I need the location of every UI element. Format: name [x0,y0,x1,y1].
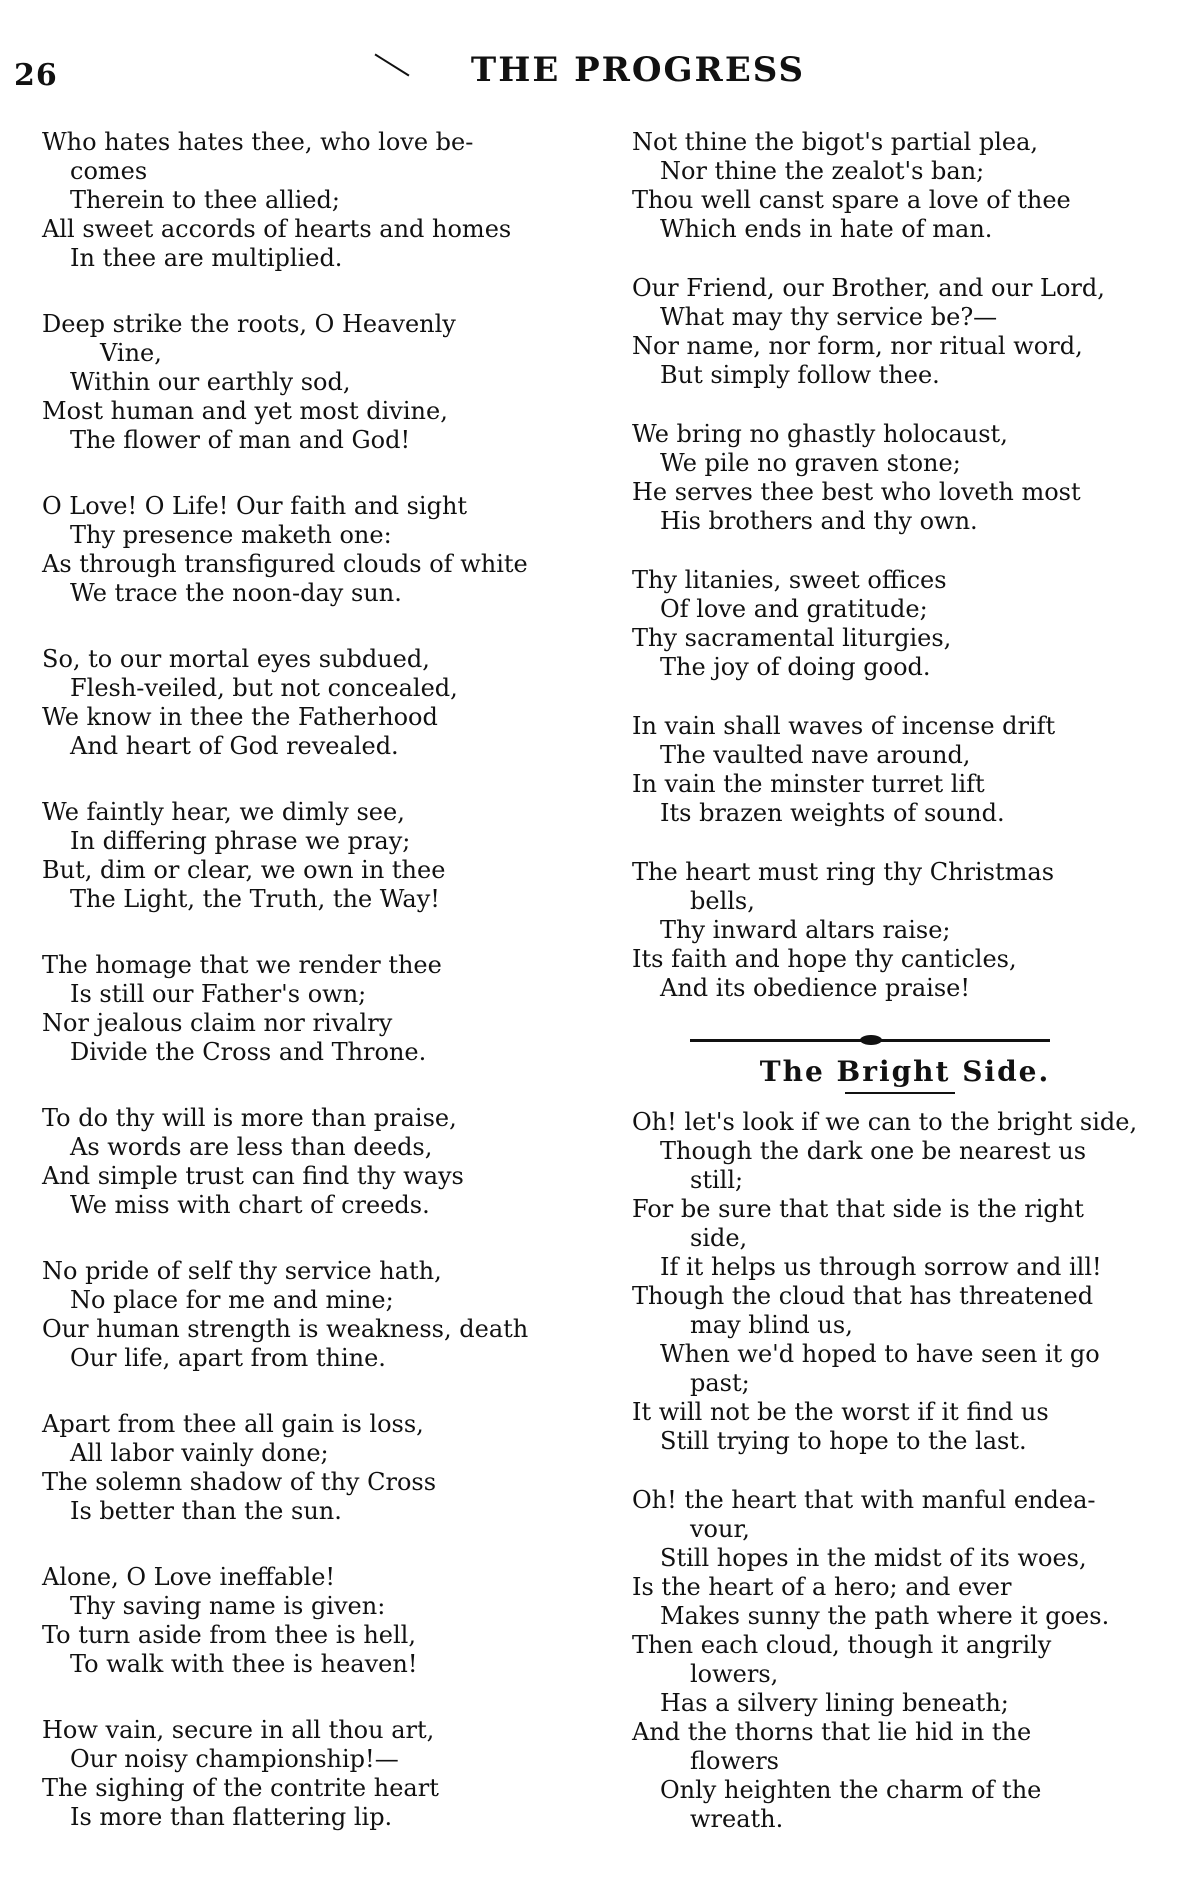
verse-line: When we'd hoped to have seen it go [660,1340,1100,1368]
verse-line: We bring no ghastly holocaust, [632,420,1008,448]
stanza [30,1104,585,1220]
verse-line: Our Friend, our Brother, and our Lord, [632,274,1105,302]
verse-line: We miss with chart of creeds. [70,1191,430,1219]
verse-line: And the thorns that lie hid in the [632,1718,1032,1746]
verse-line: side, [690,1224,748,1252]
verse-line: Thy litanies, sweet offices [632,566,947,594]
verse-line: Its brazen weights of sound. [660,799,1005,827]
verse-line: All sweet accords of hearts and homes [42,215,512,243]
verse-line: Our human strength is weakness, death [42,1315,529,1343]
verse-line: The vaulted nave around, [660,741,971,769]
stanza [30,492,585,608]
page-number: 26 [14,58,58,93]
stanza [620,1108,1180,1456]
running-title [0,50,1186,90]
verse-line: The sighing of the contrite heart [42,1774,439,1802]
verse-line: It will not be the worst if it find us [632,1398,1049,1426]
verse-line: The heart must ring thy Christmas [632,858,1055,886]
verse-line: But, dim or clear, we own in thee [42,856,446,884]
verse-line: Who hates hates thee, who love be- [42,128,474,156]
verse-line: Its faith and hope thy canticles, [632,945,1017,973]
verse-line: To do thy will is more than praise, [42,1104,457,1132]
verse-line: Alone, O Love ineffable! [42,1563,336,1591]
verse-line: To turn aside from thee is hell, [42,1621,416,1649]
verse-line: And its obedience praise! [660,974,971,1002]
stanza [620,1486,1180,1834]
verse-line: Our life, apart from thine. [70,1344,386,1372]
verse-line: The joy of doing good. [660,653,931,681]
stanza [620,128,1180,244]
verse-line: To walk with thee is heaven! [70,1650,418,1678]
stanza [30,1716,585,1832]
verse-line: In vain the minster turret lift [632,770,985,798]
verse-line: Is the heart of a hero; and ever [632,1573,1012,1601]
verse-line: Is more than flattering lip. [70,1803,393,1831]
verse-line: As words are less than deeds, [70,1133,433,1161]
verse-line: Apart from thee all gain is loss, [42,1410,424,1438]
stanza [30,798,585,914]
verse-line: Only heighten the charm of the [660,1776,1042,1804]
verse-line: If it helps us through sorrow and ill! [660,1253,1102,1281]
verse-line: Thy inward altars raise; [660,916,951,944]
verse-line: All labor vainly done; [70,1439,329,1467]
verse-line: wreath. [690,1805,784,1833]
verse-line: Of love and gratitude; [660,595,928,623]
right-column [620,128,1180,1864]
verse-line: lowers, [690,1660,779,1688]
verse-line: Then each cloud, though it angrily [632,1631,1052,1659]
verse-line: flowers [690,1747,779,1775]
verse-line: Still hopes in the midst of its woes, [660,1544,1087,1572]
stanza [30,1563,585,1679]
verse-line: The flower of man and God! [70,426,411,454]
verse-line: Makes sunny the path where it goes. [660,1602,1110,1630]
verse-line: vour, [690,1515,750,1543]
bright-side-poem [620,1108,1180,1834]
verse-line: Our noisy championship!— [70,1745,399,1773]
verse-line: His brothers and thy own. [660,507,978,535]
divider-knot [860,1035,882,1045]
right-column-poem-continuation [620,128,1180,1003]
stanza [30,645,585,761]
verse-line: Most human and yet most divine, [42,397,448,425]
verse-line: In vain shall waves of incense drift [632,712,1056,740]
section-divider-ornament [690,1033,1050,1047]
verse-line: Nor thine the zealot's ban; [660,157,985,185]
verse-line: We trace the noon-day sun. [70,579,402,607]
verse-line: Deep strike the roots, O Heavenly [42,310,456,338]
verse-line: Has a silvery lining beneath; [660,1689,1009,1717]
verse-line: But simply follow thee. [660,361,940,389]
verse-line: Not thine the bigot's partial plea, [632,128,1039,156]
verse-line: Is better than the sun. [70,1497,342,1525]
stanza [620,858,1180,1003]
verse-line: O Love! O Life! Our faith and sight [42,492,468,520]
verse-line: Which ends in hate of man. [660,215,993,243]
verse-line: Thy presence maketh one: [70,521,392,549]
verse-line: Thy sacramental liturgies, [632,624,952,652]
verse-line: Nor jealous claim nor rivalry [42,1009,393,1037]
verse-line: We faintly hear, we dimly see, [42,798,405,826]
verse-line: So, to our mortal eyes subdued, [42,645,430,673]
verse-line: bells, [690,887,755,915]
verse-line: Divide the Cross and Throne. [70,1038,427,1066]
left-column [30,128,585,1869]
verse-line: He serves thee best who loveth most [632,478,1081,506]
stanza [620,712,1180,828]
verse-line: No place for me and mine; [70,1286,394,1314]
verse-line: How vain, secure in all thou art, [42,1716,435,1744]
verse-line: Therein to thee allied; [70,186,340,214]
verse-line: In thee are multiplied. [70,244,343,272]
stanza [30,1410,585,1526]
verse-line: As through transfigured clouds of white [42,550,528,578]
stanza [30,310,585,455]
verse-line: comes [70,157,148,185]
stanza [30,1257,585,1373]
verse-line: Though the cloud that has threatened [632,1282,1094,1310]
verse-line: Thy saving name is given: [70,1592,386,1620]
stanza [620,420,1180,536]
verse-line: We know in thee the Fatherhood [42,703,438,731]
poem-title-bright-side: The Bright Side. [759,1055,1051,1088]
verse-line: Oh! let's look if we can to the bright side, [632,1108,1138,1136]
stanza [620,566,1180,682]
verse-line: No pride of self thy service hath, [42,1257,442,1285]
verse-line: Thou well canst spare a love of thee [632,186,1071,214]
verse-line: Though the dark one be nearest us [660,1137,1087,1165]
poem-title-underline [845,1092,955,1094]
verse-line: And heart of God revealed. [70,732,399,760]
verse-line: The homage that we render thee [42,951,442,979]
verse-line: The solemn shadow of thy Cross [42,1468,437,1496]
verse-line: Within our earthly sod, [70,368,351,396]
verse-line: What may thy service be?— [660,303,998,331]
verse-line: past; [690,1369,750,1397]
verse-line: In differing phrase we pray; [70,827,411,855]
stanza [30,951,585,1067]
verse-line: And simple trust can find thy ways [42,1162,464,1190]
verse-line: Is still our Father's own; [70,980,367,1008]
verse-line: Nor name, nor form, nor ritual word, [632,332,1083,360]
running-title-text: THE PROGRESS [470,50,806,90]
verse-line: Vine, [100,339,162,367]
verse-line: may blind us, [690,1311,853,1339]
stanza [620,274,1180,390]
verse-line: For be sure that that side is the right [632,1195,1084,1223]
stanza [30,128,585,273]
verse-line: Oh! the heart that with manful endea- [632,1486,1096,1514]
verse-line: Flesh-veiled, but not concealed, [70,674,458,702]
verse-line: The Light, the Truth, the Way! [70,885,440,913]
verse-line: We pile no graven stone; [660,449,961,477]
verse-line: still; [690,1166,744,1194]
verse-line: Still trying to hope to the last. [660,1427,1027,1455]
